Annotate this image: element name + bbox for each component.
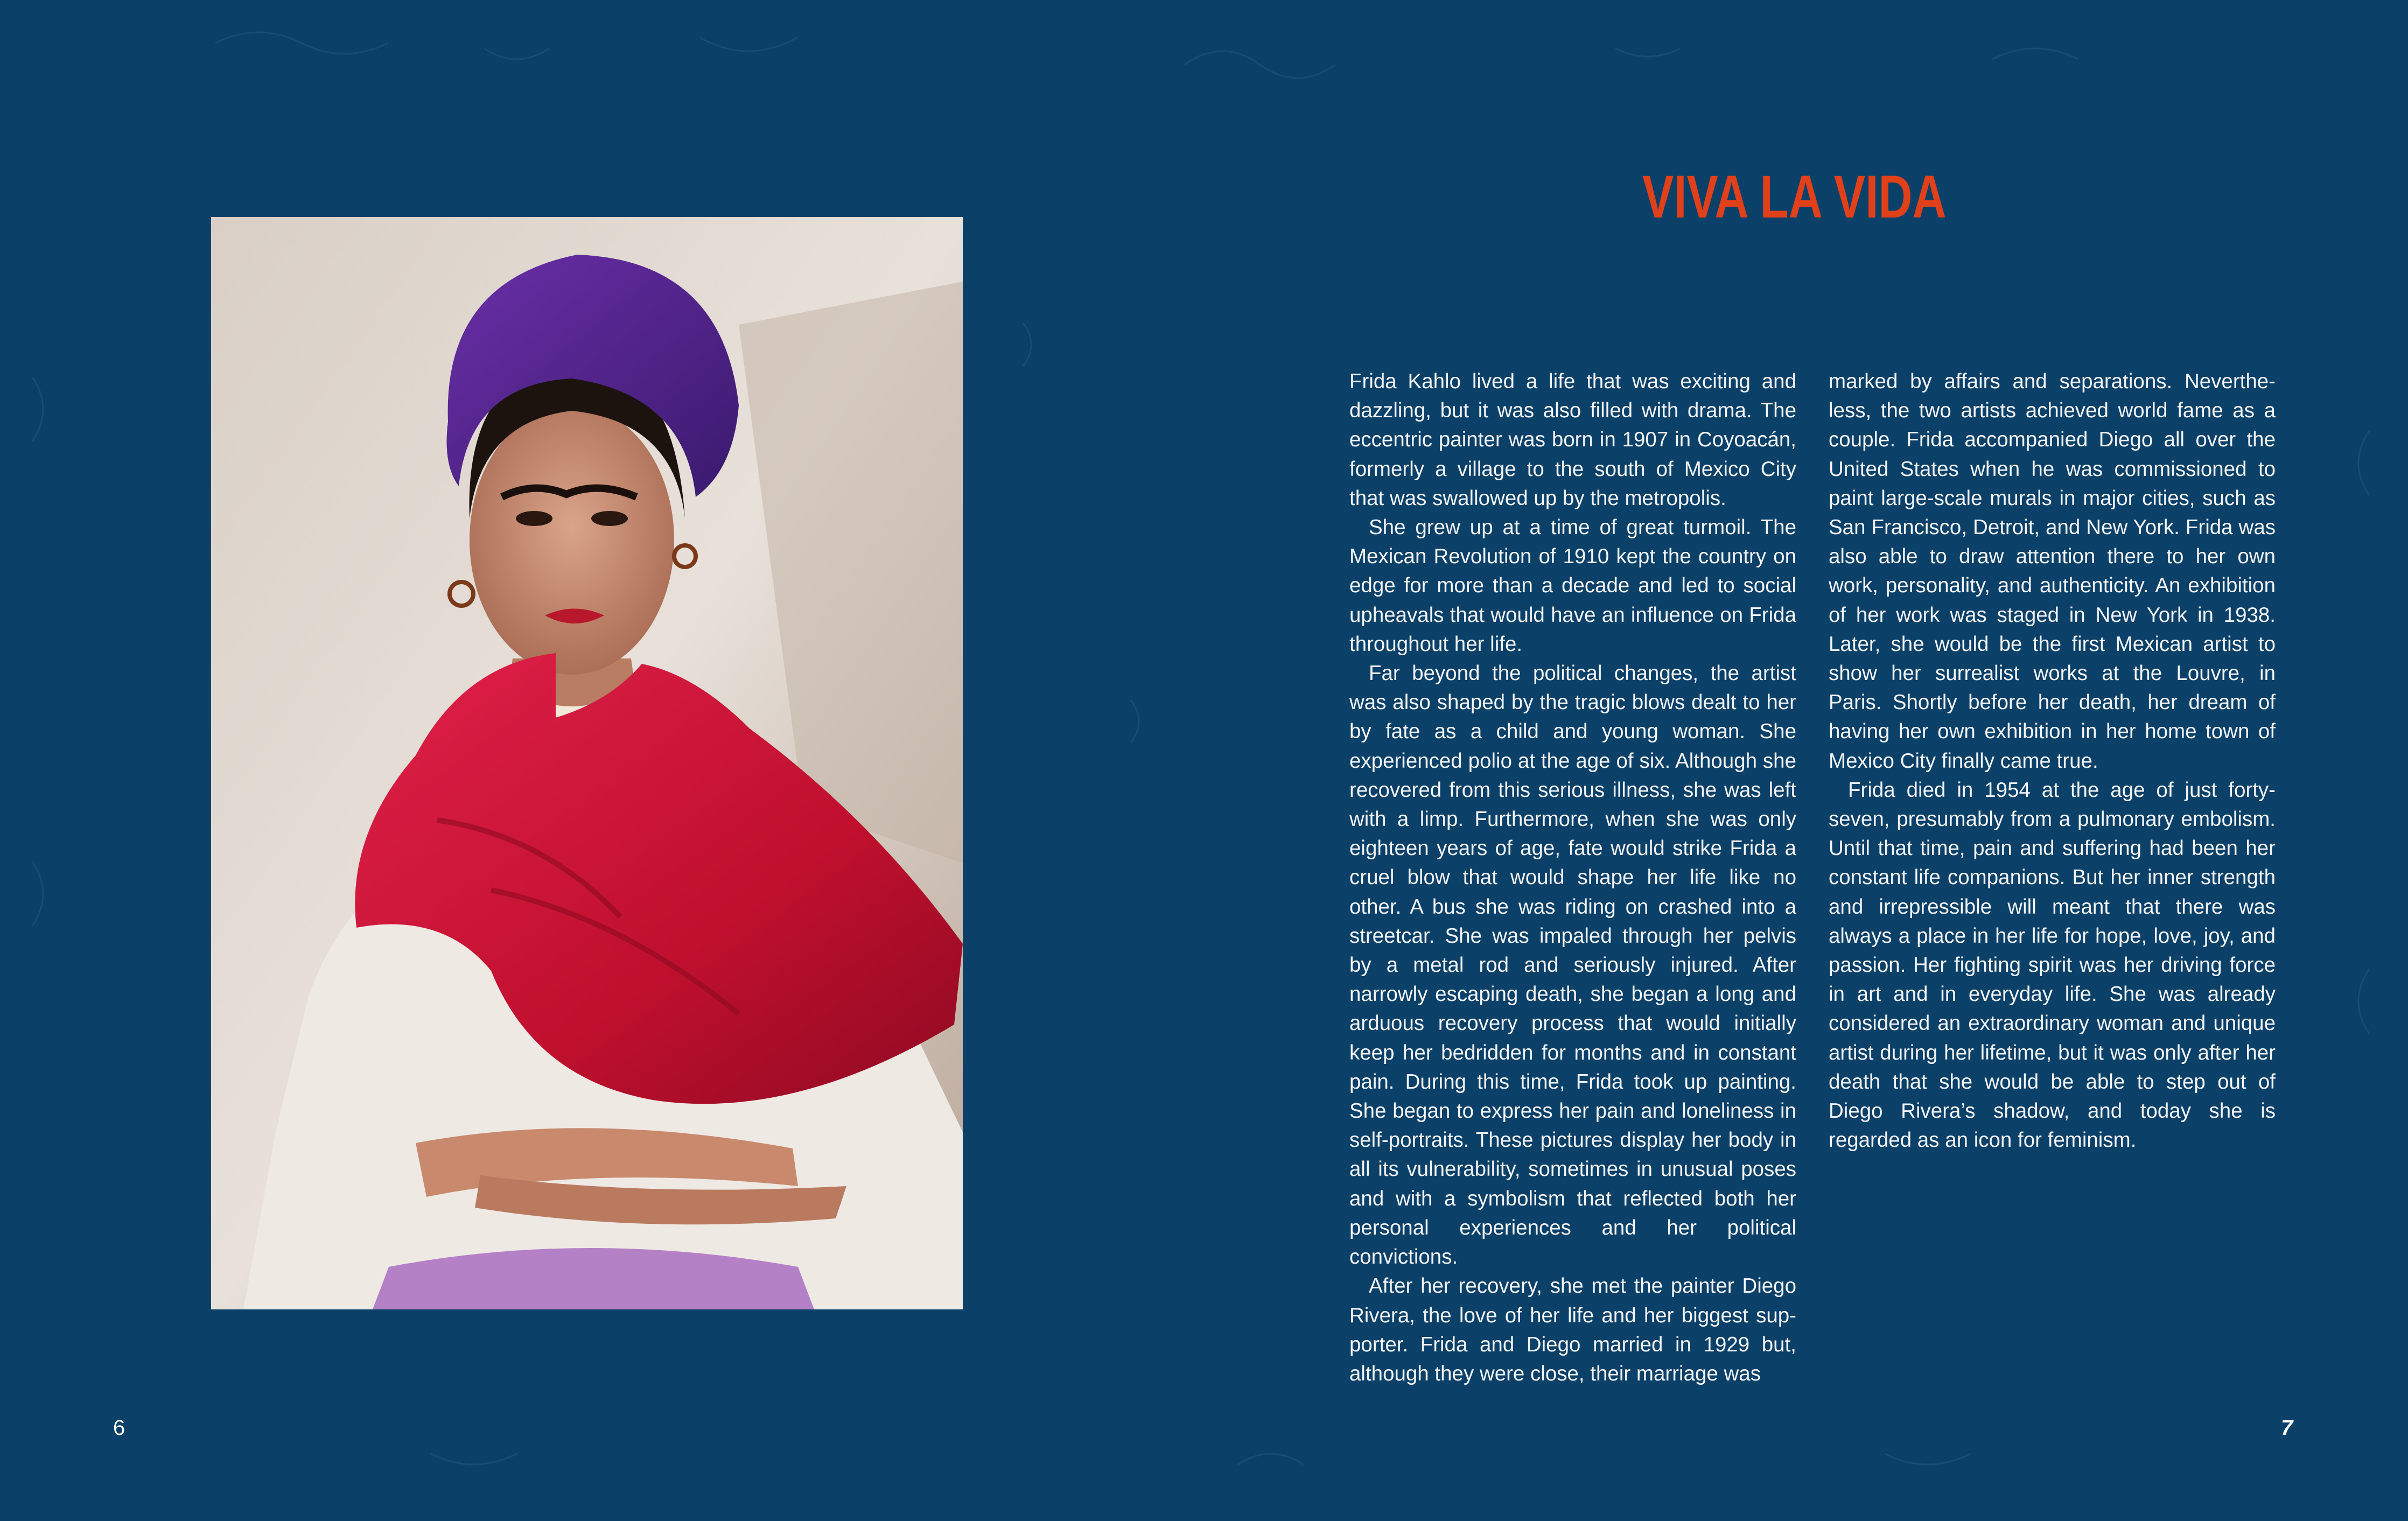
paragraph: After her recovery, she met the painter Diego Rivera, the love of her life and her biggest supporter. Frida and Diego married in 1929 but, although they were close, their marriage was [1349,1274,1796,1385]
paragraph: Frida Kahlo lived a life that was exciting and dazzling, but it was also filled with drama. The eccentric painter was born in 1907 in Coyoacán, formerly a village to the south of Mexico City that was swallowed up by the metropolis. [1349,370,1796,510]
paragraph: marked by affairs and separations. Nevertheless, the two artists achieved world fame as a couple. Frida accompanied Diego all over the United States when he was commissioned to paint large-scale murals in major cities, such as San Francisco, Detroit, and New York. Frida was also able to draw attention there to her own work, personality, and authenticity. An exhibition of her work was staged in New York in 1938. Later, she would be the first Mexican artist to show her surrealist works at the Louvre, in Paris. Shortly before her death, her dream of having her own exhibition in her home town of Mexico City finally came true. [1829,370,2276,773]
page-number-left: 6 [113,1416,125,1440]
paragraph: Frida died in 1954 at the age of just forty-seven, presumably from a pulmonary embolism. Until that time, pain and suffering had been her constant life companions. But her inner strength and irrepressible will meant that there was always a place in her life for hope, love, joy, and passion. Her fighting spirit was her driving force in art and in everyday life. She was already considered an extraordinary woman and unique artist during her lifetime, but it was only after her death that she would be able to step out of Diego Rivera’s shadow, and today she is regarded as an icon for feminism. [1829,778,2276,1152]
paragraph: Far beyond the political changes, the artist was also shaped by the tragic blows dealt to her by fate as a child and young woman. She experienced polio at the age of six. Although she recovered from this serious illness, she was left with a limp. Furthermore, when she was only eighteen years of age, fate would strike Frida a cruel blow that would shape her life like no other. A bus she was riding on crashed into a streetcar. She was impaled through her pelvis by a metal rod and seriously injured. After narrowly escaping death, she began a long and arduous recovery process that would initially keep her bedridden for months and in constant pain. During this time, Frida took up painting. She began to express her pain and loneliness in self-portraits. These pictures display her body in all its vulnerability, sometimes in unusual poses and with a symbolism that reflected both her personal experiences and her political convictions. [1349,662,1796,1269]
text-column-left [1349,367,1796,1389]
portrait-photo [211,217,963,1309]
page-number-right: 7 [2281,1416,2293,1440]
paragraph: She grew up at a time of great turmoil. The Mexican Revolution of 1910 kept the country on edge for more than a decade and led to social upheavals that would have an influence on Frida throughout her life. [1349,516,1796,656]
page-title: VIVA LA VIDA [1642,163,1947,230]
portrait-photo-icon [211,217,963,1309]
text-column-right [1829,367,2276,1155]
